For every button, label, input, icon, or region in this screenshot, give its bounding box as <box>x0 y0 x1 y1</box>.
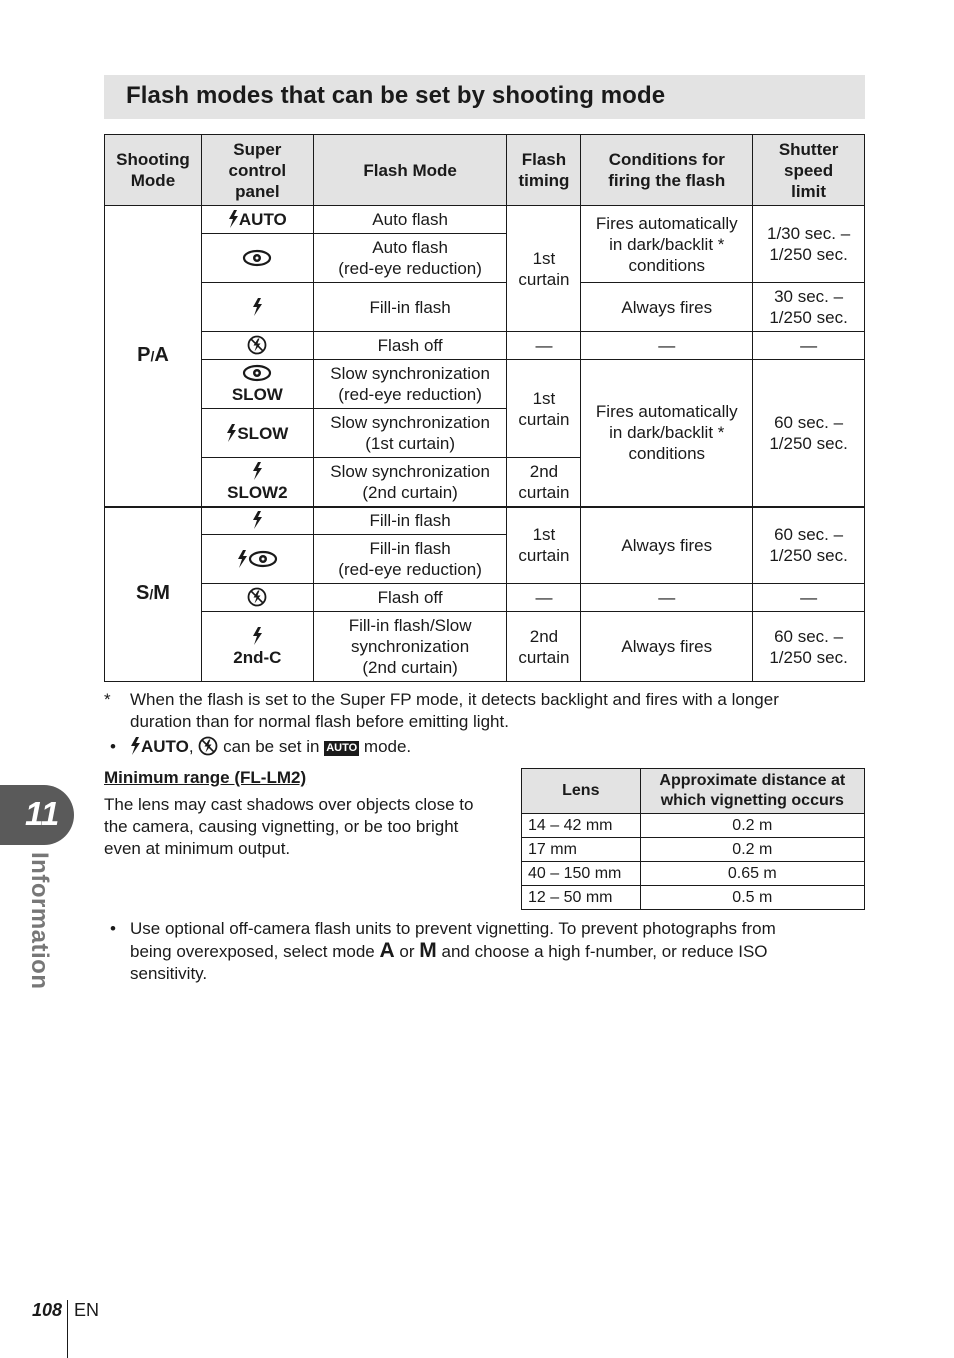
header-lens: Lens <box>522 769 641 814</box>
note-text: can be set in <box>223 737 320 756</box>
bullet: • <box>110 919 116 938</box>
shutter-cell: — <box>753 584 865 612</box>
table-row <box>105 507 865 535</box>
flash-bolt-icon <box>252 511 263 529</box>
shutter-cell: 60 sec. – 1/250 sec. <box>753 360 865 507</box>
flash-mode-cell: Fill-in flash/Slow synchronization (2nd curtain) <box>313 612 507 682</box>
mode-a-symbol: A <box>379 939 395 962</box>
header-shutter-limit: Shutter speed limit <box>753 135 865 206</box>
table-row <box>105 332 865 360</box>
conditions-cell: Fires automatically in dark/backlit * conditions <box>581 206 753 283</box>
flash-modes-table <box>104 134 865 682</box>
scp-flash-off <box>201 332 313 360</box>
flash-off-icon <box>247 587 267 607</box>
flash-bolt-icon <box>237 550 248 568</box>
timing-cell: — <box>507 332 581 360</box>
flash-bolt-icon <box>226 424 237 442</box>
flash-mode-cell: Flash off <box>313 584 507 612</box>
chapter-side-label: Information <box>26 852 53 990</box>
table-row: 12 – 50 mm 0.5 m <box>522 886 865 910</box>
flash-mode-cell: Flash off <box>313 332 507 360</box>
flash-off-icon <box>198 736 218 756</box>
table-row <box>105 612 865 682</box>
shutter-cell: 60 sec. – 1/250 sec. <box>753 507 865 584</box>
red-eye-icon <box>248 550 278 568</box>
table-row <box>105 360 865 409</box>
scp-red-eye <box>201 234 313 283</box>
asterisk-mark: * <box>104 690 111 709</box>
header-flash-timing: Flash timing <box>507 135 581 206</box>
conditions-cell: Fires automatically in dark/backlit * conditions <box>581 360 753 507</box>
page-number: 108 <box>32 1300 63 1320</box>
section-heading-bar <box>104 75 865 119</box>
flash-mode-cell: Fill-in flash <box>313 507 507 535</box>
note-text: mode. <box>363 737 412 756</box>
table-row: 14 – 42 mm 0.2 m <box>522 814 865 838</box>
min-range-title: Minimum range (FL-LM2) <box>104 768 307 787</box>
iauto-badge: AUTO <box>326 742 358 754</box>
scp-red-eye-slow: SLOW <box>201 360 313 409</box>
table-row <box>105 206 865 234</box>
scp-fill-red-eye <box>201 535 313 584</box>
red-eye-icon <box>242 364 272 382</box>
timing-cell: 1st curtain <box>507 360 581 458</box>
table-row <box>105 283 865 332</box>
flash-bolt-icon <box>252 462 263 480</box>
red-eye-icon <box>242 249 272 267</box>
scp-flash-off <box>201 584 313 612</box>
table-row: 17 mm 0.2 m <box>522 838 865 862</box>
note-text: When the flash is set to the Super FP mode, it detects backlight and fires with a longer <box>130 690 779 709</box>
chapter-number: 11 <box>25 795 60 832</box>
conditions-cell: Always fires <box>581 612 753 682</box>
scp-auto: AUTO <box>201 206 313 234</box>
mode-m-symbol: M <box>419 939 437 962</box>
shutter-cell: 60 sec. – 1/250 sec. <box>753 612 865 682</box>
flash-mode-cell: Auto flash <box>313 206 507 234</box>
table-header-row <box>105 135 865 206</box>
timing-cell: 1st curtain <box>507 206 581 332</box>
flash-bolt-icon <box>130 737 141 755</box>
timing-cell: 2nd curtain <box>507 612 581 682</box>
table-row <box>105 584 865 612</box>
auto-word: AUTO <box>141 737 189 756</box>
timing-cell: — <box>507 584 581 612</box>
flash-mode-cell: Auto flash (red-eye reduction) <box>313 234 507 283</box>
header-distance: Approximate distance at which vignetting occurs <box>640 769 864 814</box>
header-shooting-mode: Shooting Mode <box>105 135 202 206</box>
table-row: 40 – 150 mm 0.65 m <box>522 862 865 886</box>
min-range-body: The lens may cast shadows over objects close to the camera, causing vignetting, or be too bright even at minimum output. <box>104 795 474 858</box>
shutter-cell: 30 sec. – 1/250 sec. <box>753 283 865 332</box>
page-language: EN <box>74 1300 100 1320</box>
flash-off-icon <box>247 335 267 355</box>
scp-fill-in <box>201 507 313 535</box>
chapter-tab <box>0 785 74 845</box>
flash-mode-cell: Slow synchronization (1st curtain) <box>313 409 507 458</box>
footer-divider <box>67 1300 68 1358</box>
lens-header-row <box>522 769 865 814</box>
scp-fill-in <box>201 283 313 332</box>
header-super-control-panel: Super control panel <box>201 135 313 206</box>
flash-bolt-icon <box>228 210 239 228</box>
conditions-cell: — <box>581 332 753 360</box>
conditions-cell: — <box>581 584 753 612</box>
conditions-cell: Always fires <box>581 283 753 332</box>
scp-2nd-c: 2nd-C <box>201 612 313 682</box>
header-conditions: Conditions for firing the flash <box>581 135 753 206</box>
flash-mode-cell: Fill-in flash <box>313 283 507 332</box>
flash-mode-cell: Slow synchronization (2nd curtain) <box>313 458 507 507</box>
flash-mode-cell: Fill-in flash (red-eye reduction) <box>313 535 507 584</box>
mode-sm-cell: S/M <box>105 507 202 682</box>
bullet: • <box>110 737 116 756</box>
scp-slow2: SLOW2 <box>201 458 313 507</box>
scp-slow: SLOW <box>201 409 313 458</box>
timing-cell: 1st curtain <box>507 507 581 584</box>
flash-bolt-icon <box>252 298 263 316</box>
note-text: duration than for normal flash before emitting light. <box>130 712 509 731</box>
mode-pa-cell: P/A <box>105 206 202 507</box>
flash-mode-cell: Slow synchronization (red-eye reduction) <box>313 360 507 409</box>
flash-bolt-icon <box>252 627 263 645</box>
shutter-cell: — <box>753 332 865 360</box>
header-flash-mode: Flash Mode <box>313 135 507 206</box>
conditions-cell: Always fires <box>581 507 753 584</box>
timing-cell: 2nd curtain <box>507 458 581 507</box>
section-title: Flash modes that can be set by shooting mode <box>126 82 666 109</box>
lens-vignetting-table <box>521 768 865 910</box>
shutter-cell: 1/30 sec. – 1/250 sec. <box>753 206 865 283</box>
